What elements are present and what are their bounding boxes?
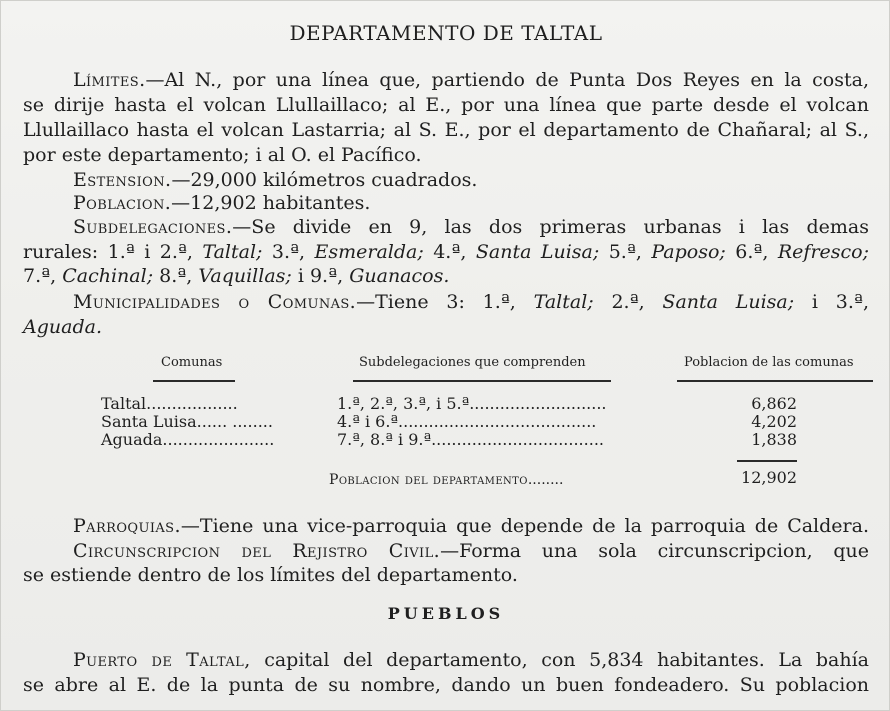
table-row bbox=[337, 413, 596, 431]
cell-subdelegaciones: 4.ª i 6.ª bbox=[337, 412, 399, 431]
limites-line-2: se dirije hasta el volcan Llullaillaco; al E., por una línea que parte desde el volcan bbox=[23, 94, 869, 116]
municipalidades-line-2: Aguada. bbox=[23, 316, 102, 338]
place-name: Vaquillas; bbox=[198, 265, 292, 287]
table-row bbox=[101, 431, 274, 449]
section-heading: PUEBLOS bbox=[387, 604, 505, 623]
comunas-table bbox=[1, 355, 890, 505]
header-rule bbox=[677, 380, 873, 382]
text-fragment: —Tiene 3: 1.ª, bbox=[356, 291, 534, 313]
limites-text-1: —Al N., por una línea que, partiendo de Punta Dos Reyes en la costa, bbox=[145, 69, 869, 91]
header-rule bbox=[153, 380, 235, 382]
header-poblacion: Poblacion de las comunas bbox=[684, 355, 854, 370]
header-subdelegaciones: Subdelegaciones que comprenden bbox=[359, 355, 586, 370]
text-fragment: 6.ª, bbox=[725, 241, 778, 263]
estension-line bbox=[73, 169, 869, 191]
poblacion-line bbox=[73, 192, 869, 214]
place-name: Santa Luisa; bbox=[662, 291, 795, 313]
parroquias-label: Parroquias. bbox=[73, 515, 181, 537]
table-row bbox=[337, 431, 604, 449]
puerto-line-2: se abre al E. de la punta de su nombre, dando un buen fondeadero. Su poblacion bbox=[23, 674, 869, 696]
limites-line-1 bbox=[73, 69, 869, 91]
cell-comuna: Taltal bbox=[101, 394, 147, 413]
text-fragment: i 9.ª, bbox=[291, 265, 350, 287]
total-label: Poblacion del departamento bbox=[329, 472, 528, 488]
cell-poblacion: 6,862 bbox=[751, 394, 797, 413]
header-rule bbox=[353, 380, 611, 382]
cell-comuna: Aguada bbox=[101, 430, 163, 449]
circunscripcion-line-2: se estiende dentro de los límites del departamento. bbox=[23, 564, 518, 586]
text-fragment: 5.ª, bbox=[599, 241, 652, 263]
text-fragment: 7.ª, bbox=[23, 265, 63, 287]
text-fragment: i 3.ª, bbox=[794, 291, 869, 313]
puerto-label: Puerto de Taltal, bbox=[73, 649, 251, 671]
cell-subdelegaciones: 1.ª, 2.ª, 3.ª, i 5.ª bbox=[337, 394, 470, 413]
leader-dots: .................................. bbox=[431, 430, 604, 449]
subdelegaciones-line-1 bbox=[73, 216, 869, 238]
puerto-text-1: capital del departamento, con 5,834 habitantes. La bahía bbox=[250, 649, 869, 671]
cell-subdelegaciones: 7.ª, 8.ª i 9.ª bbox=[337, 430, 432, 449]
leader-dots: .................. bbox=[146, 394, 238, 413]
poblacion-text: —12,902 habitantes. bbox=[171, 192, 371, 214]
place-name: Refresco; bbox=[777, 241, 870, 263]
limites-label: Límites. bbox=[73, 69, 146, 91]
municipalidades-line-1 bbox=[73, 291, 869, 313]
subdelegaciones-line-2 bbox=[23, 241, 869, 263]
place-name: Guanacos. bbox=[349, 265, 450, 287]
page-title: DEPARTAMENTO DE TALTAL bbox=[289, 21, 603, 45]
limites-line-4: por este departamento; i al O. el Pacífico. bbox=[23, 144, 422, 166]
puerto-line-1 bbox=[73, 649, 869, 671]
leader-dots: ...................... bbox=[162, 430, 275, 449]
cell-poblacion: 4,202 bbox=[751, 412, 797, 431]
circunscripcion-label: Circunscripcion del Rejistro Civil. bbox=[73, 540, 441, 562]
text-fragment: 3.ª, bbox=[262, 241, 315, 263]
total-value: 12,902 bbox=[741, 468, 797, 487]
total-row bbox=[329, 471, 563, 489]
place-name: Taltal; bbox=[202, 241, 263, 263]
estension-label: Estension. bbox=[73, 169, 172, 191]
leader-dots: ........................... bbox=[469, 394, 607, 413]
leader-dots: ....................................... bbox=[398, 412, 597, 431]
poblacion-label: Poblacion. bbox=[73, 192, 172, 214]
circunscripcion-line-1 bbox=[73, 540, 869, 562]
parroquias-text: —Tiene una vice-parroquia que depende de la parroquia de Caldera. bbox=[180, 515, 869, 537]
text-fragment: 8.ª, bbox=[153, 265, 199, 287]
text-fragment: 2.ª, bbox=[593, 291, 663, 313]
limites-line-3: Llullaillaco hasta el volcan Lastarria; al S. E., por el departamento de Chañaral; al S., bbox=[23, 119, 869, 141]
subdelegaciones-text-1: —Se divide en 9, las dos primeras urbanas i las demas bbox=[232, 216, 869, 238]
cell-poblacion: 1,838 bbox=[751, 430, 797, 449]
place-name: Cachinal; bbox=[62, 265, 154, 287]
subdelegaciones-label: Subdelegaciones. bbox=[73, 216, 233, 238]
place-name: Paposo; bbox=[651, 241, 726, 263]
place-name: Taltal; bbox=[533, 291, 594, 313]
place-name: Santa Luisa; bbox=[475, 241, 600, 263]
table-row bbox=[337, 395, 607, 413]
text-fragment: rurales: 1.ª i 2.ª, bbox=[23, 241, 203, 263]
table-row bbox=[101, 395, 238, 413]
parroquias-line bbox=[73, 515, 869, 537]
cell-comuna: Santa Luisa bbox=[101, 412, 197, 431]
subdelegaciones-line-3 bbox=[23, 265, 869, 287]
table-row bbox=[101, 413, 273, 431]
header-comunas: Comunas bbox=[161, 355, 223, 370]
leader-dots: ...... ........ bbox=[196, 412, 273, 431]
leader-dots: ........ bbox=[527, 472, 564, 488]
estension-text: —29,000 kilómetros cuadrados. bbox=[171, 169, 478, 191]
municipalidades-label: Municipalidades o Comunas. bbox=[73, 291, 357, 313]
place-name: Esmeralda; bbox=[314, 241, 424, 263]
text-fragment: 4.ª, bbox=[423, 241, 476, 263]
circunscripcion-text-1: —Forma una sola circunscripcion, que bbox=[440, 540, 869, 562]
total-rule bbox=[737, 460, 797, 462]
